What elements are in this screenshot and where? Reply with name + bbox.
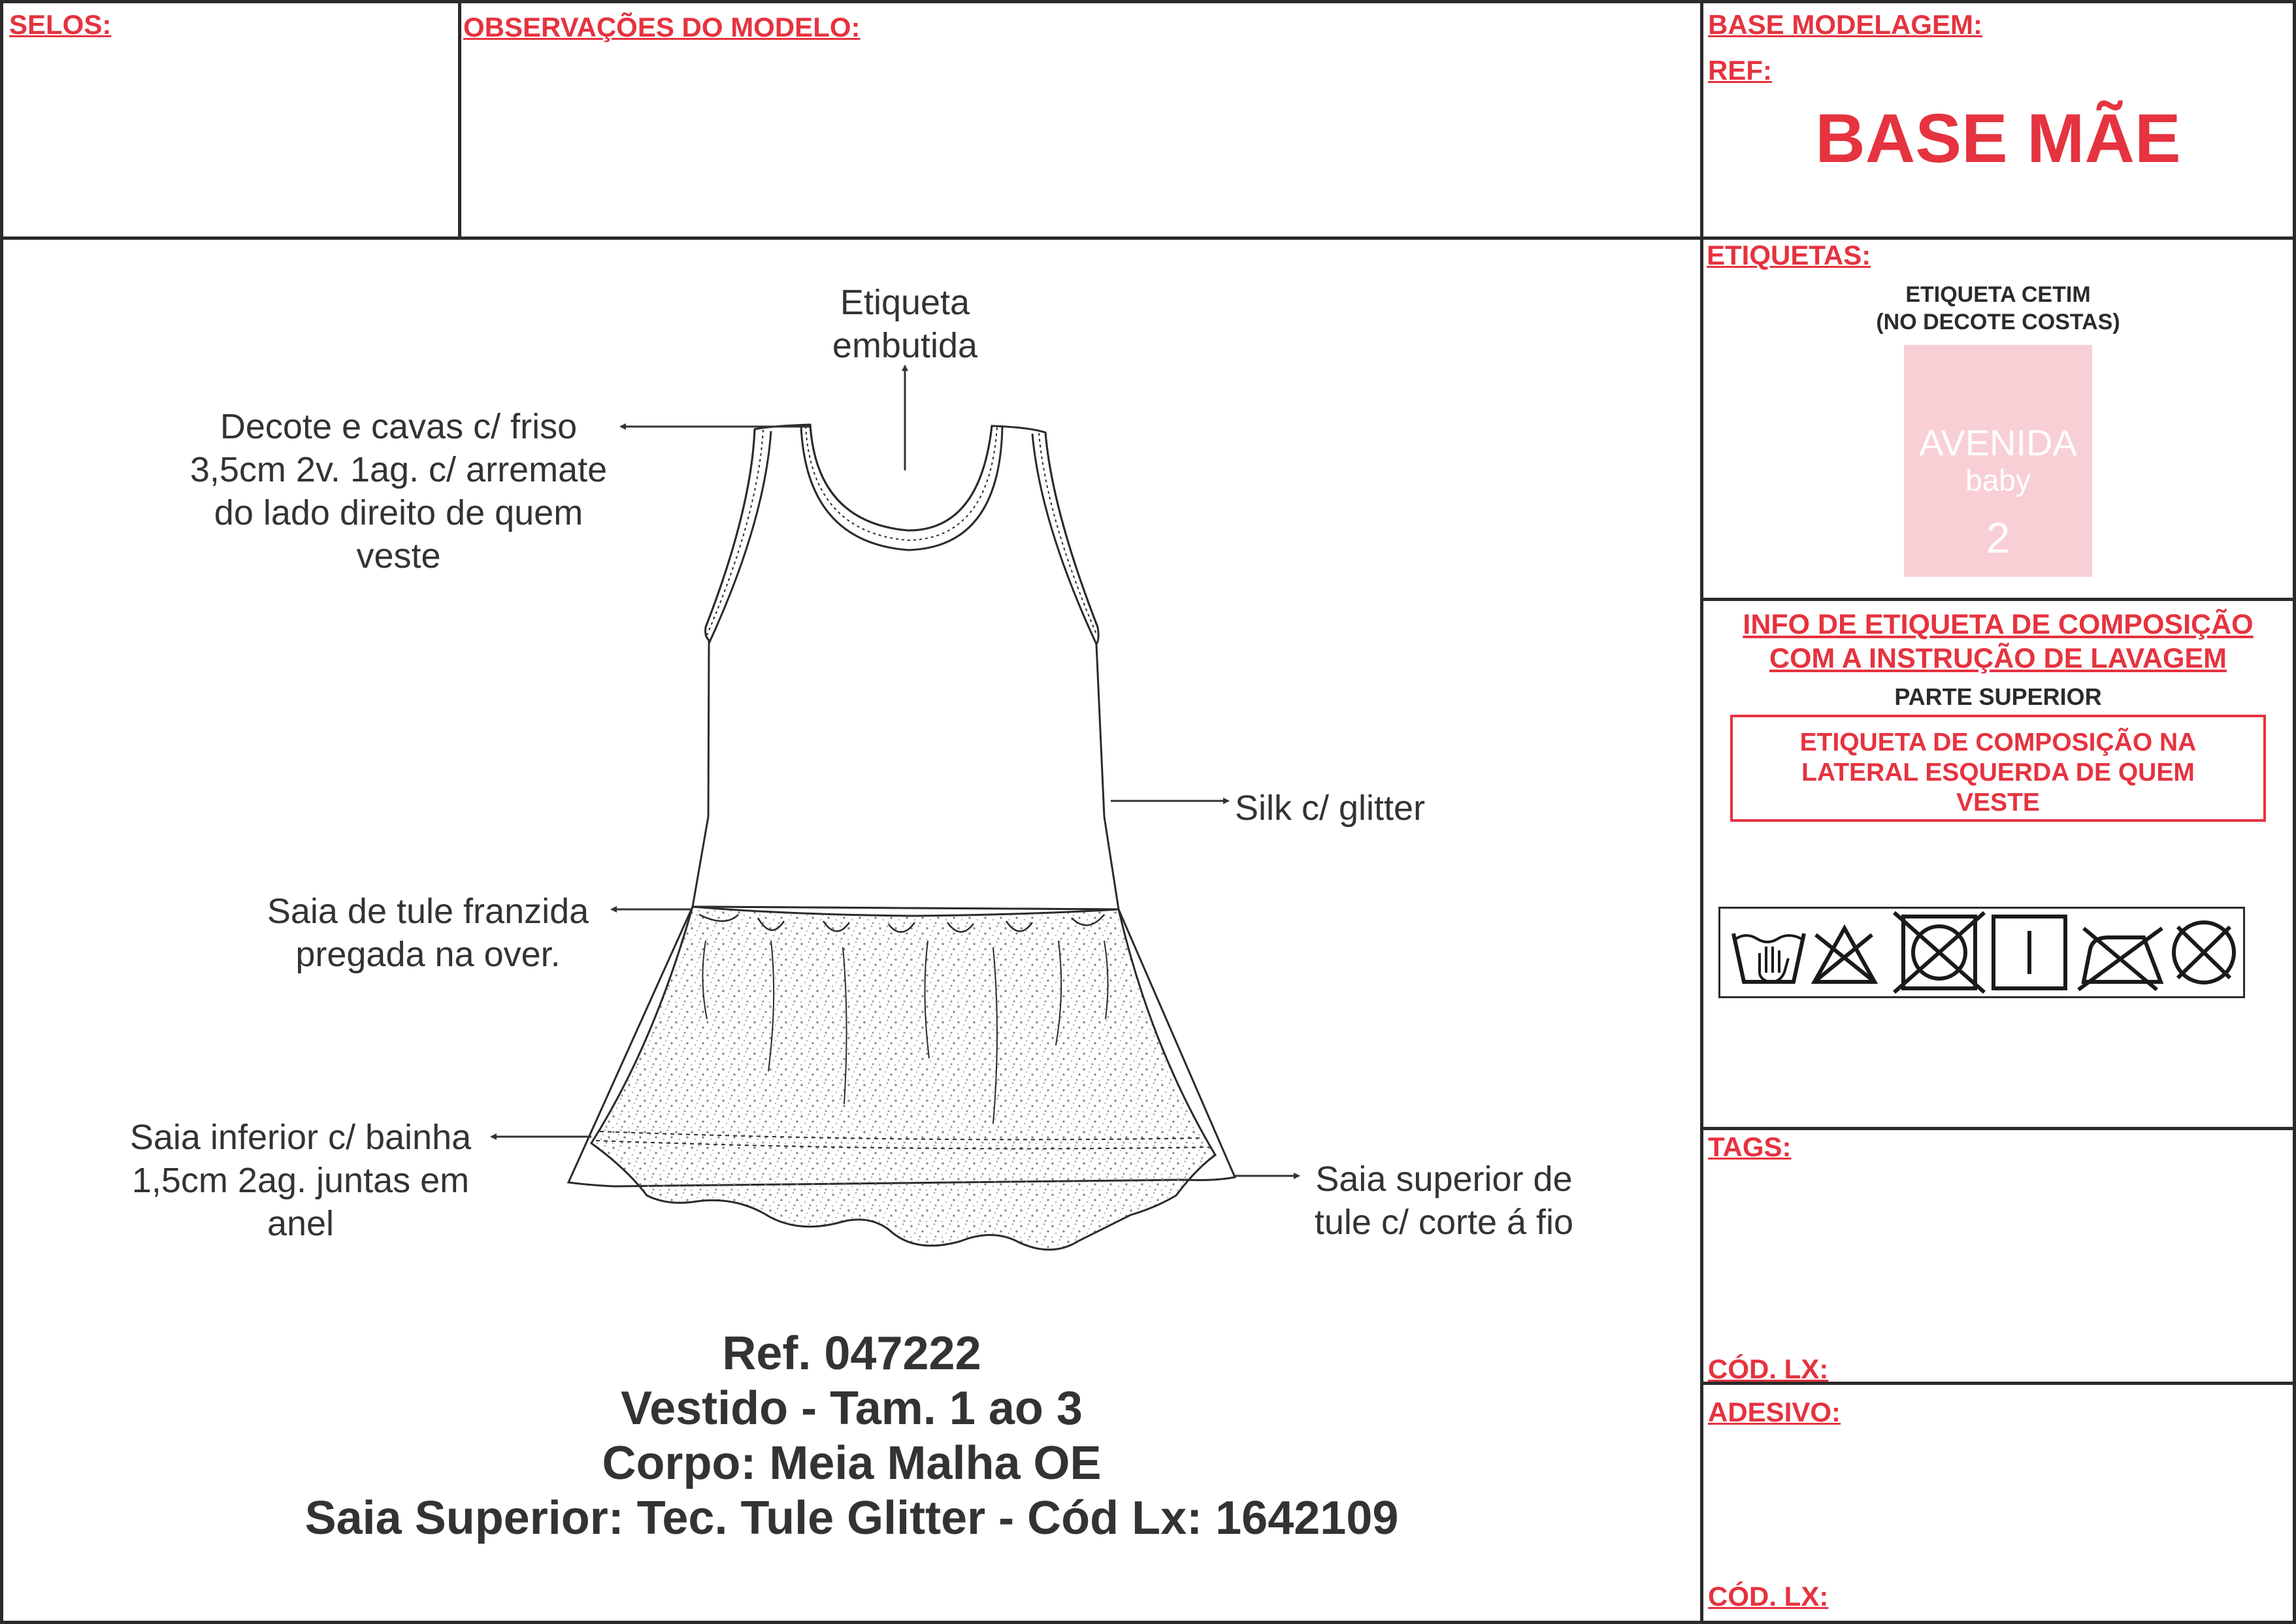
logo-sub-text: baby (1965, 463, 2031, 497)
composicao-box-line1: ETIQUETA DE COMPOSIÇÃO NA (1799, 728, 2197, 756)
etiqueta-cetim-line2: (NO DECOTE COSTAS) (1876, 310, 2120, 334)
selos-label: SELOS: (9, 9, 112, 40)
product-corpo: Corpo: Meia Malha OE (602, 1437, 1102, 1489)
annotation-decote-cavas: Decote e cavas c/ friso 3,5cm 2v. 1ag. c/ arremate do lado direito de quem veste (189, 407, 608, 576)
observacoes-label: OBSERVAÇÕES DO MODELO: (463, 12, 861, 42)
parte-superior-label: PARTE SUPERIOR (1894, 683, 2102, 710)
product-ref: Ref. 047222 (722, 1327, 981, 1380)
tags-label: TAGS: (1708, 1131, 1792, 1162)
hand-wash-icon (1733, 934, 1804, 982)
care-symbols-strip (1718, 907, 2245, 998)
etiquetas-label: ETIQUETAS: (1707, 240, 1871, 270)
composicao-title-line2: COM A INSTRUÇÃO DE LAVAGEM (1769, 643, 2227, 674)
composicao-box-line3: VESTE (1956, 788, 2040, 817)
logo-size-text: 2 (1986, 513, 2010, 562)
annotation-saia-superior: Saia superior de tule c/ corte á fio (1314, 1160, 1574, 1242)
line-dry-icon (1993, 917, 2065, 988)
no-iron-icon (2078, 928, 2162, 990)
adesivo-label: ADESIVO: (1708, 1397, 1841, 1427)
annotation-etiqueta-embutida: Etiqueta embutida (832, 283, 978, 365)
composicao-box (1700, 598, 2296, 1130)
etiqueta-cetim-line1: ETIQUETA CETIM (1905, 282, 2091, 307)
no-tumble-dry-icon (1894, 913, 1984, 992)
base-value: BASE MÃE (1815, 100, 2181, 177)
brand-label-logo (1904, 345, 2092, 577)
composicao-box-line2: LATERAL ESQUERDA DE QUEM (1801, 758, 2195, 787)
composicao-info-box (1730, 715, 2266, 822)
dress-bodice (693, 425, 1119, 909)
tags-box (1700, 1127, 2296, 1385)
adesivo-cod-lx-label: CÓD. LX: (1708, 1581, 1829, 1612)
annotation-silk-glitter: Silk c/ glitter (1235, 788, 1426, 828)
tags-cod-lx-label: CÓD. LX: (1708, 1354, 1829, 1384)
no-dry-clean-icon (2174, 922, 2234, 983)
ref-label: REF: (1708, 55, 1772, 86)
logo-brand-text: AVENIDA (1919, 422, 2077, 463)
base-modelagem-label: BASE MODELAGEM: (1708, 9, 1982, 40)
product-name: Vestido - Tam. 1 ao 3 (621, 1382, 1083, 1435)
composicao-title-line1: INFO DE ETIQUETA DE COMPOSIÇÃO (1743, 609, 2254, 640)
no-bleach-icon (1814, 928, 1875, 982)
product-saia: Saia Superior: Tec. Tule Glitter - Cód Lx: 1642109 (304, 1492, 1399, 1544)
annotation-saia-inferior: Saia inferior c/ bainha 1,5cm 2ag. juntas em anel (129, 1118, 472, 1243)
annotation-saia-tule: Saia de tule franzida pregada na over. (267, 892, 589, 974)
dress-skirt (568, 907, 1235, 1250)
product-description (0, 1326, 1703, 1546)
